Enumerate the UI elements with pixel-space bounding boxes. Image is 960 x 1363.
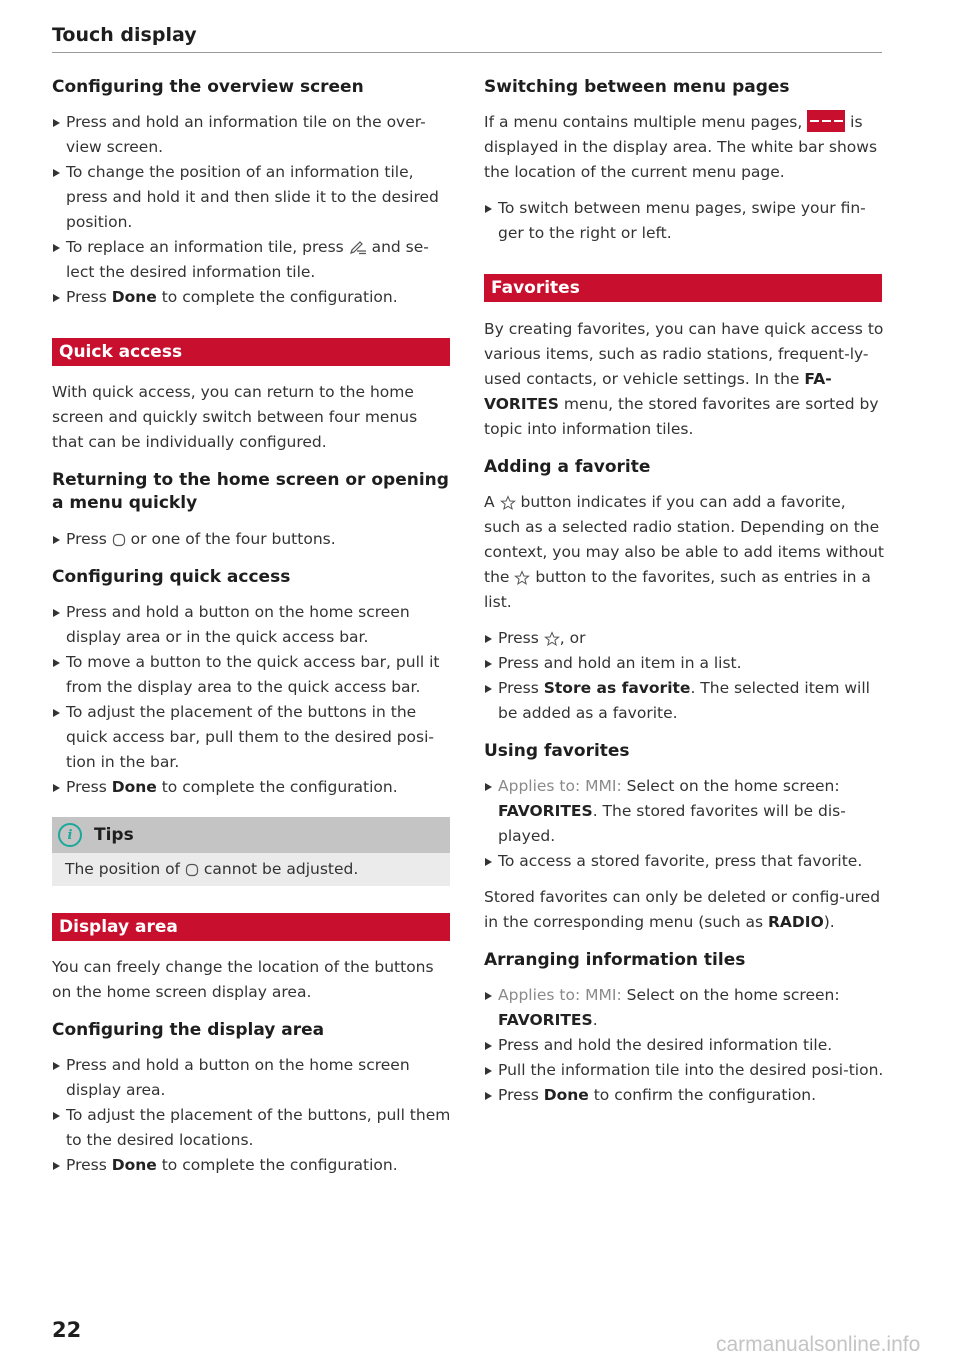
- list-item: [484, 1083, 884, 1108]
- page-number: 22: [52, 1318, 82, 1342]
- overview-heading: Configuring the overview screen: [52, 77, 364, 97]
- config-quick-steps: [52, 600, 452, 800]
- running-head: Touch display: [52, 24, 882, 53]
- list-item: Press and hold a button on the home screen display area.: [52, 1053, 452, 1103]
- tips-text: The position of: [65, 860, 181, 878]
- tips-text: cannot be adjusted.: [203, 860, 359, 878]
- switching-text: [484, 110, 884, 185]
- switching-section: [484, 76, 884, 246]
- display-area-band: Display area: [52, 913, 450, 941]
- list-item: To change the position of an information tile, press and hold it and then slide it to the desired position.: [52, 160, 452, 235]
- para-text: menu, the stored favorites are sorted by topic into information tiles.: [484, 395, 879, 438]
- returning-steps: [52, 527, 452, 552]
- arranging-steps: [484, 983, 884, 1108]
- switching-steps: [484, 196, 884, 246]
- home-icon: [185, 863, 199, 877]
- tips-body: [52, 853, 450, 886]
- list-item: [484, 676, 884, 726]
- adding-heading: Adding a favorite: [484, 457, 651, 477]
- arranging-heading: Arranging information tiles: [484, 950, 746, 970]
- favorites-label: FAVORITES: [498, 802, 593, 820]
- list-item: To adjust the placement of the buttons, pull them to the desired locations.: [52, 1103, 452, 1153]
- step-text: to complete the configuration.: [161, 288, 398, 306]
- done-label: Done: [543, 1086, 589, 1104]
- step-text: Select on the home screen:: [626, 986, 840, 1004]
- display-area-text: You can freely change the location of the buttons on the home screen display area.: [52, 958, 434, 1001]
- done-label: Done: [111, 778, 157, 796]
- quick-access-text: With quick access, you can return to the home screen and quickly switch between four menus that can be individually configured.: [52, 383, 418, 451]
- step-text: Select on the home screen:: [626, 777, 840, 795]
- overview-section: [52, 76, 452, 310]
- step-text: to confirm the configuration.: [593, 1086, 817, 1104]
- step-text: Press: [66, 1156, 107, 1174]
- list-item: To switch between menu pages, swipe your fin-ger to the right or left.: [484, 196, 884, 246]
- step-text: . The selected item will be added as a favorite.: [498, 679, 870, 722]
- list-item: [52, 1153, 452, 1178]
- list-item: To access a stored favorite, press that favorite.: [484, 849, 884, 874]
- para-text: If a menu contains multiple menu pages,: [484, 113, 803, 131]
- list-item: [52, 775, 452, 800]
- returning-heading: Returning to the home screen or opening a menu quickly: [52, 470, 449, 513]
- adding-steps: [484, 626, 884, 726]
- overview-steps: [52, 110, 452, 310]
- list-item: [484, 774, 884, 849]
- done-label: Done: [111, 1156, 157, 1174]
- list-item: Pull the information tile into the desired posi-tion.: [484, 1058, 884, 1083]
- display-area-section: [52, 955, 452, 1178]
- step-text: Press: [498, 629, 539, 647]
- pencil-icon: [349, 240, 367, 256]
- step-text: or one of the four buttons.: [130, 530, 336, 548]
- para-text: button to the favorites, such as entries in a list.: [484, 568, 871, 611]
- favorites-section: [484, 317, 884, 1108]
- applies-to-label: Applies to: MMI:: [498, 777, 622, 795]
- config-display-steps: [52, 1053, 452, 1178]
- para-text: is displayed in the display area. The white bar shows the location of the current menu page.: [484, 113, 878, 181]
- list-item: Press and hold an information tile on the over-view screen.: [52, 110, 452, 160]
- list-item: To move a button to the quick access bar, pull it from the display area to the quick access bar.: [52, 650, 452, 700]
- radio-label: RADIO: [768, 913, 824, 931]
- star-icon: [544, 631, 560, 647]
- step-text: to complete the configuration.: [161, 778, 398, 796]
- tips-header: [52, 817, 450, 853]
- list-item: Press and hold the desired information tile.: [484, 1033, 884, 1058]
- step-text: Press: [66, 288, 107, 306]
- step-text: Press: [66, 530, 107, 548]
- watermark: carmanualsonline.info: [716, 1333, 921, 1356]
- favorites-menu-label: FA-VORITES: [484, 370, 832, 413]
- para-text: button indicates if you can add a favorite, such as a selected radio station. Depending on the context, you may also be able to add items without the: [484, 493, 884, 586]
- step-text: , or: [559, 629, 586, 647]
- star-icon: [514, 570, 530, 586]
- list-item: [484, 983, 884, 1033]
- quick-access-band: Quick access: [52, 338, 450, 366]
- star-icon: [500, 495, 516, 511]
- list-item: Press and hold an item in a list.: [484, 651, 884, 676]
- favorites-band: Favorites: [484, 274, 882, 302]
- config-quick-heading: Configuring quick access: [52, 567, 291, 587]
- list-item: [52, 235, 452, 285]
- para-text: ).: [823, 913, 835, 931]
- step-text: Press: [498, 679, 539, 697]
- using-steps: [484, 774, 884, 874]
- favorites-text: [484, 317, 884, 442]
- config-display-heading: Configuring the display area: [52, 1020, 325, 1040]
- store-as-favorite-label: Store as favorite: [543, 679, 691, 697]
- list-item: [484, 626, 884, 651]
- tips-box: [52, 817, 450, 886]
- applies-to-label: Applies to: MMI:: [498, 986, 622, 1004]
- tips-title: Tips: [94, 825, 134, 845]
- adding-text: [484, 490, 884, 615]
- para-text: By creating favorites, you can have quick access to various items, such as radio stations, frequent-ly-used contacts, or vehicle settings. In the: [484, 320, 884, 388]
- quick-access-section: [52, 380, 452, 800]
- info-icon: i: [58, 823, 82, 847]
- list-item: [52, 285, 452, 310]
- step-text: To replace an information tile, press: [66, 238, 344, 256]
- step-text: to complete the configuration.: [161, 1156, 398, 1174]
- para-text: Stored favorites can only be deleted or config-ured in the corresponding menu (such as: [484, 888, 881, 931]
- list-item: [52, 527, 452, 552]
- step-text: Press: [66, 778, 107, 796]
- favorites-label: FAVORITES: [498, 1011, 593, 1029]
- step-text: Press: [498, 1086, 539, 1104]
- home-icon: [112, 533, 126, 547]
- stored-text: [484, 885, 884, 935]
- step-text: and se-lect the desired information tile.: [66, 238, 429, 281]
- list-item: To adjust the placement of the buttons in the quick access bar, pull them to the desired posi-tion in the bar.: [52, 700, 452, 775]
- list-item: Press and hold a button on the home screen display area or in the quick access bar.: [52, 600, 452, 650]
- para-text: A: [484, 493, 495, 511]
- step-text: . The stored favorites will be dis-played.: [498, 802, 846, 845]
- switching-heading: Switching between menu pages: [484, 77, 790, 97]
- menu-pages-icon: [807, 110, 845, 132]
- done-label: Done: [111, 288, 157, 306]
- using-heading: Using favorites: [484, 741, 630, 761]
- step-text: .: [592, 1011, 598, 1029]
